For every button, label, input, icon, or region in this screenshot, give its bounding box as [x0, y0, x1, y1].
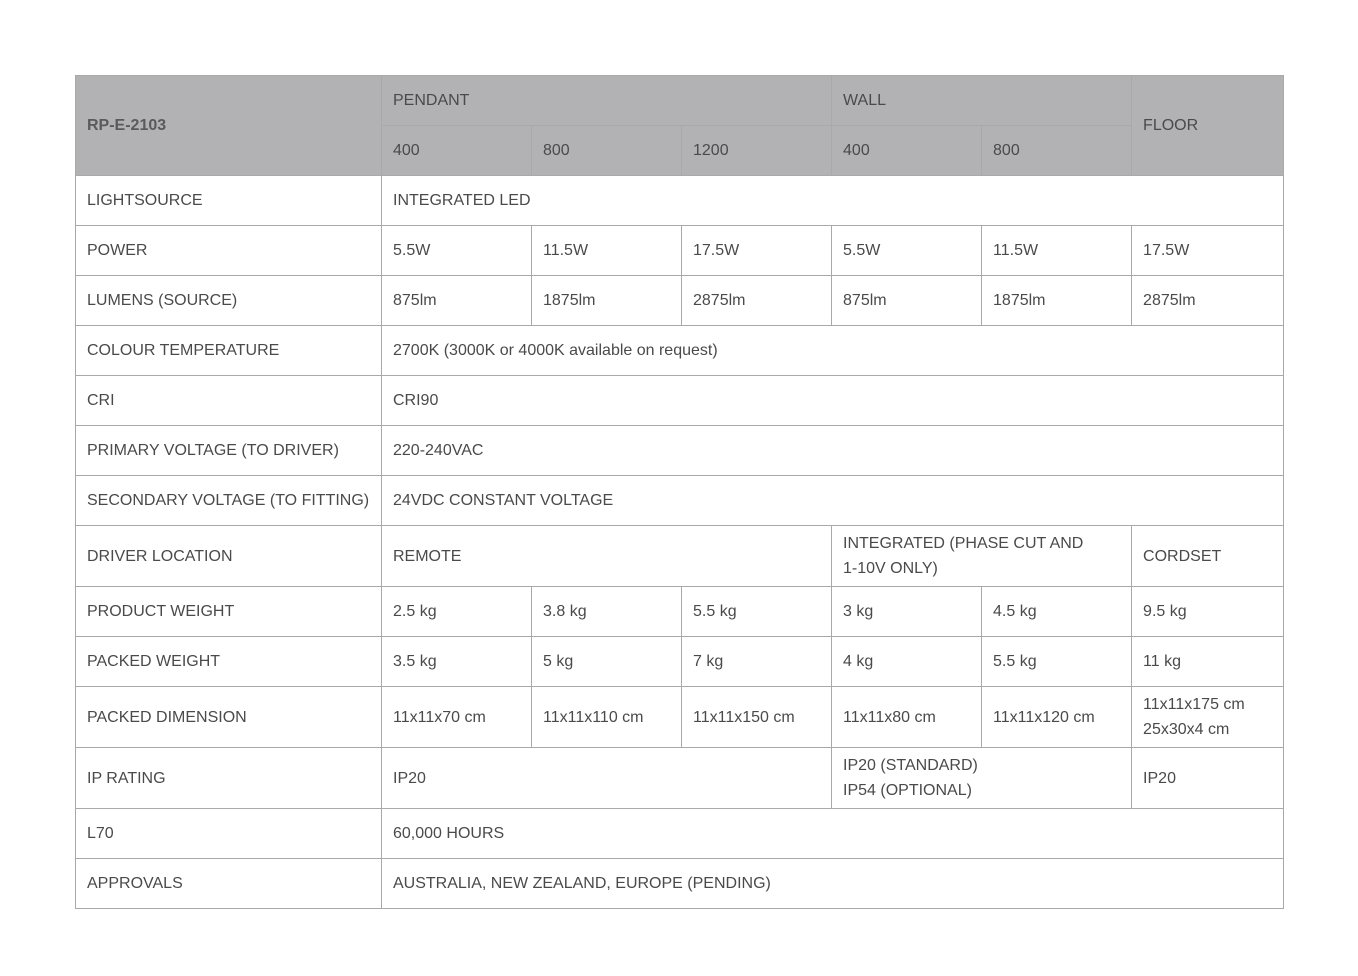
- cell: 2875lm: [1132, 276, 1284, 326]
- cell: 5.5W: [382, 226, 532, 276]
- cell: IP20: [1132, 748, 1284, 809]
- row-label: IP RATING: [76, 748, 382, 809]
- cell-line: IP54 (OPTIONAL): [843, 782, 972, 799]
- row-packed-weight: [76, 637, 1284, 687]
- row-value: CRI90: [382, 376, 1284, 426]
- row-product-weight: [76, 587, 1284, 637]
- row-secondary-voltage: [76, 476, 1284, 526]
- cell: 5.5 kg: [682, 587, 832, 637]
- cell: 3.5 kg: [382, 637, 532, 687]
- cell-line: 11x11x175 cm: [1143, 696, 1245, 713]
- row-l70: [76, 809, 1284, 859]
- cell: 4 kg: [832, 637, 982, 687]
- row-label: LIGHTSOURCE: [76, 176, 382, 226]
- row-value: 60,000 HOURS: [382, 809, 1284, 859]
- cell: 1875lm: [982, 276, 1132, 326]
- cell-line: 25x30x4 cm: [1143, 721, 1230, 738]
- wall-size: 800: [982, 126, 1132, 176]
- row-approvals: [76, 859, 1284, 909]
- cell: [832, 748, 1132, 809]
- row-label: APPROVALS: [76, 859, 382, 909]
- header-pendant: PENDANT: [382, 76, 832, 126]
- cell-line: 1-10V ONLY): [843, 560, 938, 577]
- row-value: AUSTRALIA, NEW ZEALAND, EUROPE (PENDING): [382, 859, 1284, 909]
- cell: 11x11x150 cm: [682, 687, 832, 748]
- cell: 5.5 kg: [982, 637, 1132, 687]
- row-label: COLOUR TEMPERATURE: [76, 326, 382, 376]
- pendant-size: 400: [382, 126, 532, 176]
- row-value: 220-240VAC: [382, 426, 1284, 476]
- cell: 5.5W: [832, 226, 982, 276]
- row-value: 2700K (3000K or 4000K available on request): [382, 326, 1284, 376]
- cell: 4.5 kg: [982, 587, 1132, 637]
- wall-size: 400: [832, 126, 982, 176]
- cell: IP20: [382, 748, 832, 809]
- row-lightsource: [76, 176, 1284, 226]
- row-colour-temperature: [76, 326, 1284, 376]
- cell: 2875lm: [682, 276, 832, 326]
- row-packed-dimension: [76, 687, 1284, 748]
- cell: 11.5W: [982, 226, 1132, 276]
- cell: 3.8 kg: [532, 587, 682, 637]
- header-wall: WALL: [832, 76, 1132, 126]
- cell: 875lm: [382, 276, 532, 326]
- row-power: [76, 226, 1284, 276]
- row-label: L70: [76, 809, 382, 859]
- row-label: PACKED WEIGHT: [76, 637, 382, 687]
- cell: REMOTE: [382, 526, 832, 587]
- cell: 11.5W: [532, 226, 682, 276]
- row-driver-location: [76, 526, 1284, 587]
- row-label: CRI: [76, 376, 382, 426]
- row-value: INTEGRATED LED: [382, 176, 1284, 226]
- row-label: SECONDARY VOLTAGE (TO FITTING): [76, 476, 382, 526]
- cell: 11 kg: [1132, 637, 1284, 687]
- row-label: PACKED DIMENSION: [76, 687, 382, 748]
- cell: 17.5W: [682, 226, 832, 276]
- row-label: PRIMARY VOLTAGE (TO DRIVER): [76, 426, 382, 476]
- cell: 7 kg: [682, 637, 832, 687]
- pendant-size: 1200: [682, 126, 832, 176]
- row-label: POWER: [76, 226, 382, 276]
- spec-table: [75, 75, 1284, 909]
- cell: 2.5 kg: [382, 587, 532, 637]
- row-cri: [76, 376, 1284, 426]
- cell: 11x11x70 cm: [382, 687, 532, 748]
- cell: 11x11x120 cm: [982, 687, 1132, 748]
- row-value: 24VDC CONSTANT VOLTAGE: [382, 476, 1284, 526]
- pendant-size: 800: [532, 126, 682, 176]
- row-label: DRIVER LOCATION: [76, 526, 382, 587]
- cell: 17.5W: [1132, 226, 1284, 276]
- cell: 11x11x80 cm: [832, 687, 982, 748]
- cell-line: INTEGRATED (PHASE CUT AND: [843, 535, 1084, 552]
- cell: 11x11x110 cm: [532, 687, 682, 748]
- cell: 9.5 kg: [1132, 587, 1284, 637]
- row-label: PRODUCT WEIGHT: [76, 587, 382, 637]
- cell: 3 kg: [832, 587, 982, 637]
- cell: CORDSET: [1132, 526, 1284, 587]
- cell: 5 kg: [532, 637, 682, 687]
- cell: 1875lm: [532, 276, 682, 326]
- header-row-groups: [76, 76, 1284, 126]
- model-code: RP-E-2103: [76, 76, 382, 176]
- row-lumens: [76, 276, 1284, 326]
- cell: 875lm: [832, 276, 982, 326]
- row-ip-rating: [76, 748, 1284, 809]
- header-floor: FLOOR: [1132, 76, 1284, 176]
- cell-line: IP20 (STANDARD): [843, 757, 978, 774]
- cell: [832, 526, 1132, 587]
- row-label: LUMENS (SOURCE): [76, 276, 382, 326]
- row-primary-voltage: [76, 426, 1284, 476]
- cell: [1132, 687, 1284, 748]
